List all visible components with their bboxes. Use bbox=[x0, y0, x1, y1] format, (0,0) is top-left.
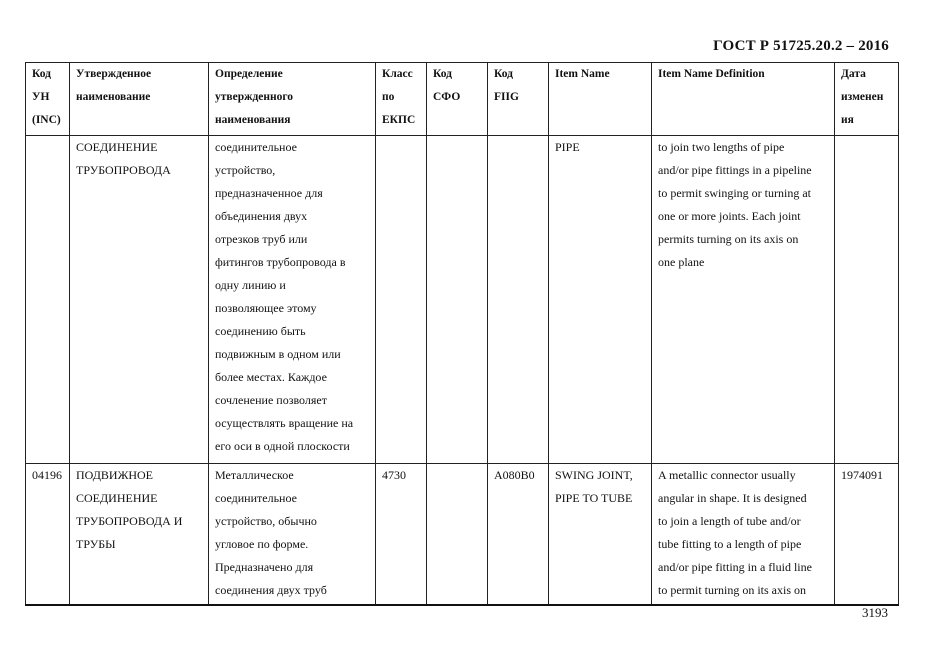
table-row bbox=[26, 464, 899, 605]
cell-text-line: Предназначено для bbox=[215, 560, 314, 574]
document-standard-header: ГОСТ Р 51725.20.2 – 2016 bbox=[713, 38, 889, 54]
cell-text-line: соединения двух труб bbox=[215, 583, 327, 597]
cell-text-line: 1974091 bbox=[841, 468, 883, 482]
header-item-name-definition bbox=[652, 63, 835, 136]
header-line: Утвержденное bbox=[76, 68, 152, 80]
cell-item-name-definition bbox=[652, 464, 835, 605]
cell-text-line: предназначенное для bbox=[215, 186, 323, 200]
cell-ekps-class bbox=[376, 464, 427, 605]
cell-text-line: angular in shape. It is designed bbox=[658, 491, 807, 505]
cell-text-line: подвижным в одном или bbox=[215, 347, 341, 361]
cell-text-line: одну линию и bbox=[215, 278, 286, 292]
cell-text-line: соединению быть bbox=[215, 324, 306, 338]
cell-fiig-code bbox=[488, 464, 549, 605]
header-line: Определение bbox=[215, 68, 283, 80]
header-inc-code bbox=[26, 63, 70, 136]
cell-item-name bbox=[549, 464, 652, 605]
cell-name-definition bbox=[209, 136, 376, 464]
header-line: утвержденного bbox=[215, 91, 294, 103]
cell-text-line: устройство, bbox=[215, 163, 276, 177]
cell-text-line: to join two lengths of pipe bbox=[658, 140, 785, 154]
header-line: Item Name bbox=[555, 68, 610, 80]
cell-change-date bbox=[835, 136, 899, 464]
cell-name-definition bbox=[209, 464, 376, 605]
cell-text-line: 4730 bbox=[382, 468, 406, 482]
cell-text-line: one plane bbox=[658, 255, 705, 269]
header-line: Item Name Definition bbox=[658, 68, 765, 80]
cell-fiig-code bbox=[488, 136, 549, 464]
cell-text-line: A080B0 bbox=[494, 468, 535, 482]
cell-text-line: ТРУБЫ bbox=[76, 537, 116, 551]
cell-change-date bbox=[835, 464, 899, 605]
cell-text-line: SWING JOINT, bbox=[555, 468, 633, 482]
cell-text-line: его оси в одной плоскости bbox=[215, 439, 350, 453]
cell-text-line: Металлическое bbox=[215, 468, 294, 482]
cell-text-line: and/or pipe fitting in a fluid line bbox=[658, 560, 812, 574]
cell-text-line: более местах. Каждое bbox=[215, 370, 327, 384]
header-ekps-class bbox=[376, 63, 427, 136]
header-line: Код bbox=[32, 68, 52, 80]
cell-text-line: to permit swinging or turning at bbox=[658, 186, 811, 200]
cell-text-line: ТРУБОПРОВОДА bbox=[76, 163, 171, 177]
header-change-date bbox=[835, 63, 899, 136]
cell-text-line: 04196 bbox=[32, 468, 62, 482]
cell-text-line: A metallic connector usually bbox=[658, 468, 796, 482]
header-line: УН bbox=[32, 91, 50, 103]
header-line: Код bbox=[494, 68, 514, 80]
header-approved-name bbox=[70, 63, 209, 136]
header-line: FIIG bbox=[494, 91, 519, 103]
header-sfo-code bbox=[427, 63, 488, 136]
header-name-definition bbox=[209, 63, 376, 136]
table-header-row bbox=[26, 63, 899, 136]
cell-sfo-code bbox=[427, 136, 488, 464]
cell-text-line: СОЕДИНЕНИЕ bbox=[76, 140, 158, 154]
header-line: по bbox=[382, 91, 395, 103]
cell-text-line: ПОДВИЖНОЕ bbox=[76, 468, 154, 482]
cell-sfo-code bbox=[427, 464, 488, 605]
header-line: наименование bbox=[76, 91, 151, 103]
cell-text-line: соединительное bbox=[215, 491, 297, 505]
table-row bbox=[26, 136, 899, 464]
header-line: Класс bbox=[382, 68, 413, 80]
cell-text-line: объединения двух bbox=[215, 209, 308, 223]
cell-inc-code bbox=[26, 464, 70, 605]
cell-text-line: позволяющее этому bbox=[215, 301, 317, 315]
cell-item-name-definition bbox=[652, 136, 835, 464]
cell-item-name bbox=[549, 136, 652, 464]
cell-text-line: СОЕДИНЕНИЕ bbox=[76, 491, 158, 505]
page-number: 3193 bbox=[862, 605, 888, 620]
header-fiig-code bbox=[488, 63, 549, 136]
cell-text-line: and/or pipe fittings in a pipeline bbox=[658, 163, 812, 177]
cell-text-line: to join a length of tube and/or bbox=[658, 514, 801, 528]
cell-approved-name bbox=[70, 464, 209, 605]
cell-text-line: соединительное bbox=[215, 140, 297, 154]
header-line: ЕКПС bbox=[382, 114, 416, 126]
header-line: Код bbox=[433, 68, 453, 80]
header-item-name bbox=[549, 63, 652, 136]
cell-text-line: угловое по форме. bbox=[215, 537, 309, 551]
cell-text-line: PIPE TO TUBE bbox=[555, 491, 633, 505]
cell-text-line: фитингов трубопровода в bbox=[215, 255, 346, 269]
cell-text-line: permits turning on its axis on bbox=[658, 232, 799, 246]
cell-text-line: tube fitting to a length of pipe bbox=[658, 537, 802, 551]
cell-text-line: one or more joints. Each joint bbox=[658, 209, 801, 223]
header-line: ия bbox=[841, 114, 854, 126]
cell-inc-code bbox=[26, 136, 70, 464]
nomenclature-table bbox=[25, 62, 899, 606]
header-line: (INC) bbox=[32, 114, 61, 126]
cell-text-line: PIPE bbox=[555, 140, 580, 154]
cell-text-line: устройство, обычно bbox=[215, 514, 317, 528]
cell-ekps-class bbox=[376, 136, 427, 464]
header-line: наименования bbox=[215, 114, 291, 126]
cell-text-line: сочленение позволяет bbox=[215, 393, 327, 407]
header-line: Дата bbox=[841, 68, 866, 80]
cell-approved-name bbox=[70, 136, 209, 464]
cell-text-line: ТРУБОПРОВОДА И bbox=[76, 514, 183, 528]
header-line: СФО bbox=[433, 91, 461, 103]
cell-text-line: осуществлять вращение на bbox=[215, 416, 354, 430]
header-line: изменен bbox=[841, 91, 884, 103]
cell-text-line: отрезков труб или bbox=[215, 232, 308, 246]
cell-text-line: to permit turning on its axis on bbox=[658, 583, 806, 597]
